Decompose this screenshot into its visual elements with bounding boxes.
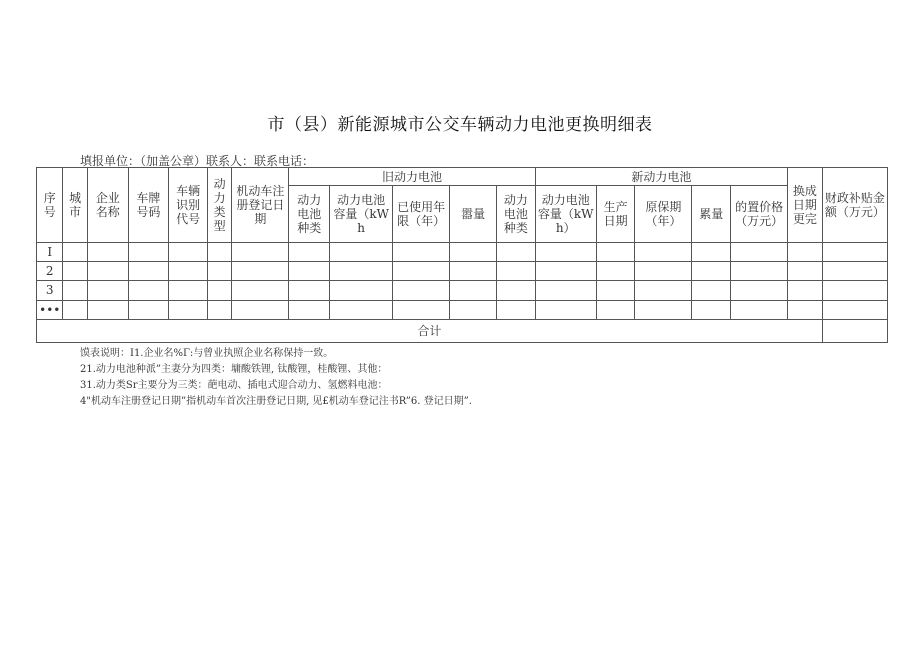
header-replace-date: 换成日期更完 xyxy=(788,168,823,243)
header-old-count: 嚣量 xyxy=(450,186,497,243)
note-line: 4"机动车注册登记日期”指机动车首次注册登记日期, 见£机动车登记注书R”6. 登记日期”. xyxy=(80,396,472,407)
row-number: 3 xyxy=(37,281,63,300)
row-number: I xyxy=(37,243,63,262)
battery-replacement-table xyxy=(36,167,888,343)
header-new-price: 的置价格（万元） xyxy=(731,186,788,243)
header-new-production-date: 生产日期 xyxy=(596,186,635,243)
header-old-battery-type: 动力电池种类 xyxy=(289,186,330,243)
header-new-battery-type: 动力电池种类 xyxy=(497,186,536,243)
header-plate: 车牌号码 xyxy=(128,168,169,243)
row-number: ••• xyxy=(37,300,63,319)
header-seq: 序号 xyxy=(37,168,63,243)
note-line: 馍表说明：I1.企业名%Γ:与曾业执照企业名称保持一致。 xyxy=(80,348,334,359)
header-power-type: 动力类型 xyxy=(207,168,231,243)
total-row xyxy=(37,319,888,342)
table-row xyxy=(37,300,888,319)
total-label: 合计 xyxy=(37,319,823,342)
page-title: 市（县）新能源城市公交车辆动力电池更换明细表 xyxy=(267,115,653,135)
header-city: 城市 xyxy=(63,168,87,243)
row-number: 2 xyxy=(37,262,63,281)
note-line: 21.动力电池种派”主妻分为四类：墉酸铁锂, 钛酸锂，桂酸锂、其他： xyxy=(80,364,388,375)
header-subsidy: 财政补贴金额（万元） xyxy=(822,168,887,243)
header-new-warranty: 原保期（年） xyxy=(635,186,692,243)
header-company: 企业名称 xyxy=(87,168,128,243)
table-row xyxy=(37,262,888,281)
header-old-battery-group: 旧动力电池 xyxy=(289,168,535,186)
table-row xyxy=(37,281,888,300)
fill-info-line: 填报单位：（加盖公章）联系人：联系电话： xyxy=(80,154,315,168)
header-old-years-used: 已使用年限（年） xyxy=(393,186,450,243)
header-new-battery-capacity: 动力电池容量（kWh） xyxy=(535,186,596,243)
table-row xyxy=(37,243,888,262)
header-registration-date: 机动车注册登记日期 xyxy=(232,168,289,243)
header-new-battery-group: 新动力电池 xyxy=(535,168,787,186)
header-new-count: 累量 xyxy=(692,186,731,243)
header-old-battery-capacity: 动力电池容量（kWh xyxy=(330,186,393,243)
header-vin: 车辆识别代号 xyxy=(169,168,208,243)
notes-section xyxy=(80,346,472,410)
note-line: 31.动力类Sr主要分为三类：葩电动、插电式迎合动力、氢燃料电池： xyxy=(80,380,388,391)
